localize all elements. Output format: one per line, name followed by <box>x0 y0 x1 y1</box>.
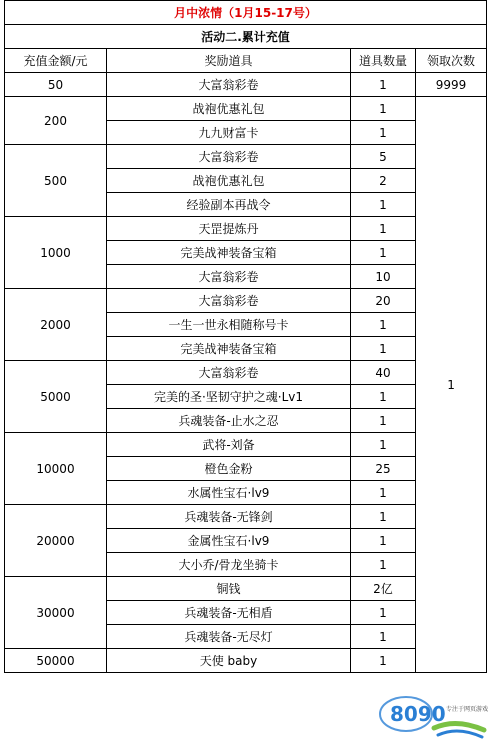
quantity-cell: 1 <box>351 553 416 577</box>
table-row <box>5 289 487 313</box>
reward-item-cell: 完美的圣·坚韧守护之魂·Lv1 <box>107 385 351 409</box>
table-row <box>5 145 487 169</box>
amount-cell: 200 <box>5 97 107 145</box>
table-row <box>5 97 487 121</box>
table-row <box>5 577 487 601</box>
amount-cell: 1000 <box>5 217 107 289</box>
reward-item-cell: 一生一世永相随称号卡 <box>107 313 351 337</box>
quantity-cell: 1 <box>351 601 416 625</box>
reward-item-cell: 战袍优惠礼包 <box>107 97 351 121</box>
quantity-cell: 1 <box>351 121 416 145</box>
reward-item-cell: 金属性宝石·lv9 <box>107 529 351 553</box>
shared-claims-cell: 1 <box>416 97 487 673</box>
reward-item-cell: 天罡提炼丹 <box>107 217 351 241</box>
table-row <box>5 361 487 385</box>
quantity-cell: 25 <box>351 457 416 481</box>
amount-cell: 2000 <box>5 289 107 361</box>
quantity-cell: 10 <box>351 265 416 289</box>
reward-item-cell: 大富翁彩卷 <box>107 361 351 385</box>
quantity-cell: 1 <box>351 649 416 673</box>
quantity-cell: 1 <box>351 73 416 97</box>
header-claims: 领取次数 <box>416 49 487 73</box>
reward-item-cell: 大富翁彩卷 <box>107 145 351 169</box>
quantity-cell: 2亿 <box>351 577 416 601</box>
logo-tagline: 专注于网页游戏 <box>446 706 488 713</box>
quantity-cell: 1 <box>351 505 416 529</box>
reward-table <box>4 0 487 673</box>
quantity-cell: 1 <box>351 193 416 217</box>
reward-item-cell: 铜钱 <box>107 577 351 601</box>
reward-item-cell: 橙色金粉 <box>107 457 351 481</box>
quantity-cell: 2 <box>351 169 416 193</box>
reward-item-cell: 经验副本再战令 <box>107 193 351 217</box>
reward-item-cell: 武将-刘备 <box>107 433 351 457</box>
reward-item-cell: 大小乔/骨龙坐骑卡 <box>107 553 351 577</box>
amount-cell: 30000 <box>5 577 107 649</box>
page-title: 月中浓情（1月15-17号） <box>5 1 487 25</box>
quantity-cell: 40 <box>351 361 416 385</box>
header-row <box>5 49 487 73</box>
amount-cell: 500 <box>5 145 107 217</box>
reward-item-cell: 兵魂装备-止水之忍 <box>107 409 351 433</box>
table-row <box>5 433 487 457</box>
section-title: 活动二.累计充值 <box>5 25 487 49</box>
quantity-cell: 1 <box>351 241 416 265</box>
reward-item-cell: 九九财富卡 <box>107 121 351 145</box>
header-quantity: 道具数量 <box>351 49 416 73</box>
table-row <box>5 649 487 673</box>
reward-item-cell: 战袍优惠礼包 <box>107 169 351 193</box>
reward-item-cell: 兵魂装备-无尽灯 <box>107 625 351 649</box>
claims-cell: 9999 <box>416 73 487 97</box>
amount-cell: 5000 <box>5 361 107 433</box>
quantity-cell: 1 <box>351 409 416 433</box>
reward-item-cell: 大富翁彩卷 <box>107 73 351 97</box>
quantity-cell: 5 <box>351 145 416 169</box>
amount-cell: 10000 <box>5 433 107 505</box>
quantity-cell: 1 <box>351 217 416 241</box>
amount-cell: 50 <box>5 73 107 97</box>
table-row <box>5 505 487 529</box>
quantity-cell: 1 <box>351 97 416 121</box>
header-amount: 充值金额/元 <box>5 49 107 73</box>
reward-item-cell: 完美战神装备宝箱 <box>107 241 351 265</box>
reward-item-cell: 水属性宝石·lv9 <box>107 481 351 505</box>
reward-item-cell: 大富翁彩卷 <box>107 265 351 289</box>
reward-item-cell: 兵魂装备-无锋剑 <box>107 505 351 529</box>
reward-item-cell: 完美战神装备宝箱 <box>107 337 351 361</box>
subtitle-row <box>5 25 487 49</box>
amount-cell: 20000 <box>5 505 107 577</box>
site-logo <box>376 688 488 744</box>
quantity-cell: 1 <box>351 385 416 409</box>
quantity-cell: 1 <box>351 337 416 361</box>
table-row <box>5 73 487 97</box>
svg-text:8090: 8090 <box>390 702 446 726</box>
quantity-cell: 1 <box>351 529 416 553</box>
amount-cell: 50000 <box>5 649 107 673</box>
reward-item-cell: 大富翁彩卷 <box>107 289 351 313</box>
table-row <box>5 217 487 241</box>
reward-item-cell: 天使 baby <box>107 649 351 673</box>
quantity-cell: 1 <box>351 625 416 649</box>
quantity-cell: 20 <box>351 289 416 313</box>
title-row <box>5 1 487 25</box>
reward-item-cell: 兵魂装备-无相盾 <box>107 601 351 625</box>
header-reward: 奖励道具 <box>107 49 351 73</box>
quantity-cell: 1 <box>351 313 416 337</box>
quantity-cell: 1 <box>351 433 416 457</box>
quantity-cell: 1 <box>351 481 416 505</box>
